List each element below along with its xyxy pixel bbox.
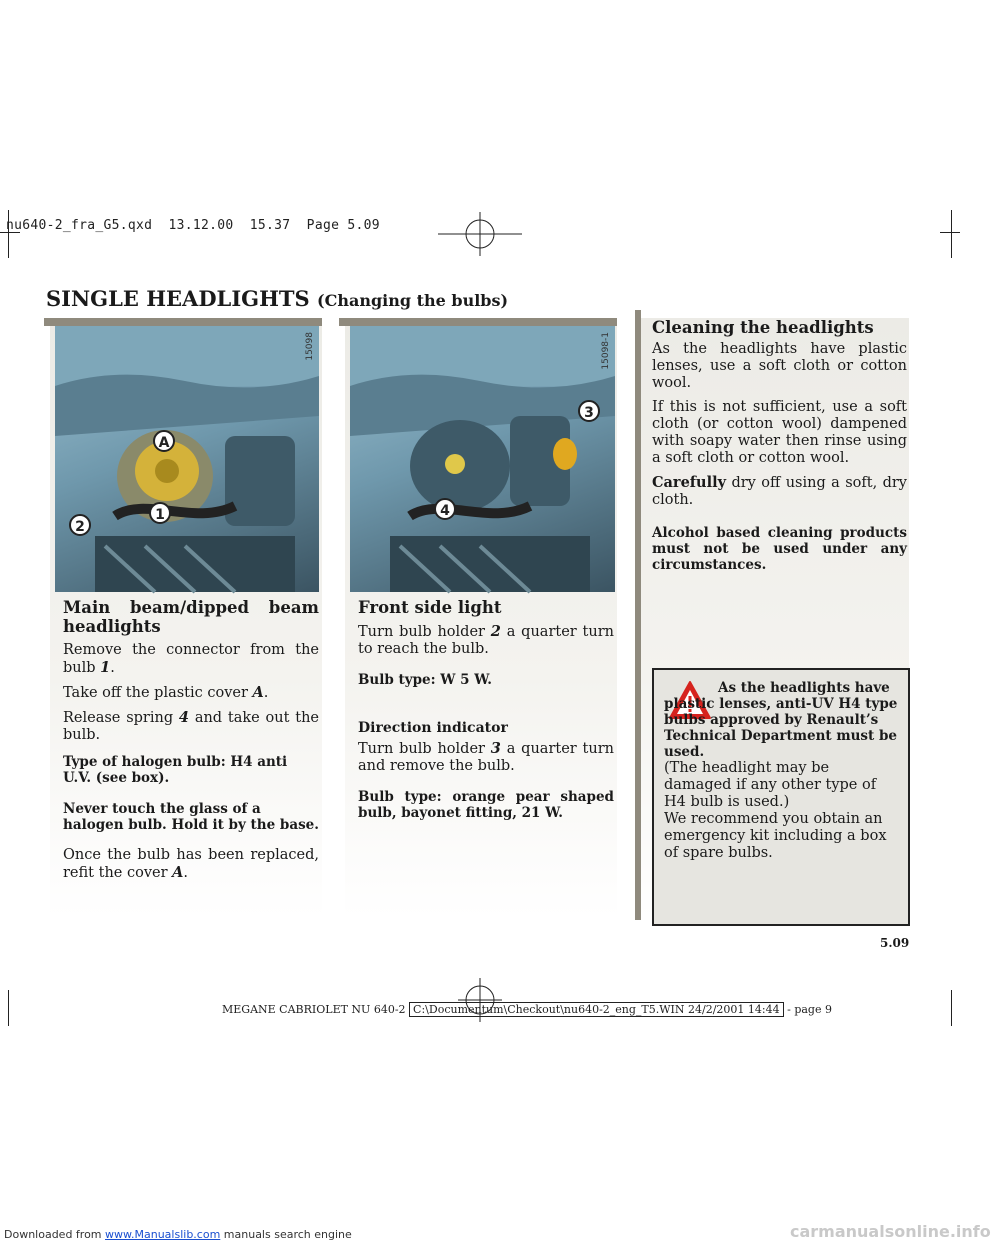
crop-mark bbox=[951, 990, 952, 1026]
heading-cleaning: Cleaning the headlights bbox=[652, 318, 874, 337]
footer bbox=[222, 1003, 832, 1016]
warning-bold: As the headlights have plastic lenses, anti-UV H4 type bulbs approved by Renault’s Technical Department must be used. bbox=[664, 680, 898, 760]
callout-a: A bbox=[153, 430, 175, 452]
column-3-text bbox=[652, 318, 907, 573]
col1-paragraph-1: Remove the connector from the bulb 1. bbox=[63, 642, 319, 676]
col2-paragraph-1: Turn bulb holder 2 a quarter turn to reach the bulb. bbox=[358, 623, 614, 657]
file-header: nu640-2_fra_G5.qxd 13.12.00 15.37 Page 5.09 bbox=[6, 218, 380, 233]
watermark: carmanualsonline.info bbox=[790, 1222, 991, 1241]
site-banner bbox=[4, 1228, 352, 1241]
warning-text bbox=[664, 680, 898, 862]
crop-mark bbox=[951, 210, 952, 258]
manualslib-link[interactable]: www.Manualslib.com bbox=[105, 1228, 221, 1241]
figure-code: 15098 bbox=[305, 332, 315, 361]
col3-paragraph-1: As the headlights have plastic lenses, use a soft cloth or cotton wool. bbox=[652, 341, 907, 391]
col1-bold-2: Never touch the glass of a halogen bulb. Hold it by the base. bbox=[63, 801, 319, 833]
col2-paragraph-2: Turn bulb holder 3 a quarter turn and remove the bulb. bbox=[358, 740, 614, 774]
warning-box bbox=[652, 668, 910, 926]
engine-bay-illustration bbox=[55, 326, 319, 592]
col1-paragraph-2: Take off the plastic cover A. bbox=[63, 684, 269, 701]
callout-4: 4 bbox=[434, 498, 456, 520]
col2-bold-1: Bulb type: W 5 W. bbox=[358, 672, 492, 688]
col1-paragraph-4: Once the bulb has been replaced, refit the cover A. bbox=[63, 847, 319, 881]
callout-1: 1 bbox=[149, 502, 171, 524]
footer-path: C:\Documentum\Checkout\nu640-2_eng_T5.WIN 24/2/2001 14:44 bbox=[409, 1002, 784, 1017]
warning-paragraph-1: (The headlight may be damaged if any other type of H4 bulb is used.) bbox=[664, 760, 877, 810]
banner-prefix: Downloaded from bbox=[4, 1228, 106, 1241]
footer-right: - page 9 bbox=[783, 1003, 832, 1016]
title-sub: (Changing the bulbs) bbox=[317, 291, 509, 310]
column-2-text bbox=[358, 598, 614, 821]
footer-left: MEGANE CABRIOLET NU 640-2 bbox=[222, 1003, 406, 1016]
col1-bold-1: Type of halogen bulb: H4 anti U.V. (see box). bbox=[63, 754, 288, 786]
heading-main-beam: Main beam/dipped beam headlights bbox=[63, 598, 319, 636]
callout-3: 3 bbox=[578, 400, 600, 422]
column-2-bar bbox=[339, 318, 617, 326]
title-main: SINGLE HEADLIGHTS bbox=[46, 286, 310, 311]
crop-mark bbox=[940, 232, 960, 233]
engine-bay-illustration-2 bbox=[350, 326, 615, 592]
column-1-bar bbox=[44, 318, 322, 326]
figure-side-light bbox=[350, 326, 615, 592]
col3-bold-1: Alcohol based cleaning products must not be used under any circumstances. bbox=[652, 525, 907, 573]
heading-front-side-light: Front side light bbox=[358, 598, 502, 617]
banner-suffix: manuals search engine bbox=[220, 1228, 352, 1241]
registration-mark bbox=[438, 212, 522, 256]
page-number: 5.09 bbox=[880, 936, 910, 950]
figure-main-beam bbox=[55, 326, 319, 592]
col1-paragraph-3: Release spring 4 and take out the bulb. bbox=[63, 709, 320, 743]
crop-mark bbox=[8, 990, 9, 1026]
col3-paragraph-3: Carefully dry off using a soft, dry cloth. bbox=[652, 474, 907, 508]
page-title bbox=[46, 286, 508, 311]
column-1-text bbox=[63, 598, 319, 882]
callout-2: 2 bbox=[69, 514, 91, 536]
col2-heading-direction-indicator: Direction indicator bbox=[358, 720, 508, 736]
figure-code: 15098-1 bbox=[601, 332, 611, 370]
column-3-bar bbox=[635, 310, 641, 920]
col2-bold-2: Bulb type: orange pear shaped bulb, bayonet fitting, 21 W. bbox=[358, 789, 614, 821]
col3-paragraph-2: If this is not sufficient, use a soft cloth (or cotton wool) dampened with soapy water then rinse using a soft cloth or cotton wool. bbox=[652, 399, 907, 466]
warning-paragraph-2: We recommend you obtain an emergency kit including a box of spare bulbs. bbox=[664, 811, 887, 861]
